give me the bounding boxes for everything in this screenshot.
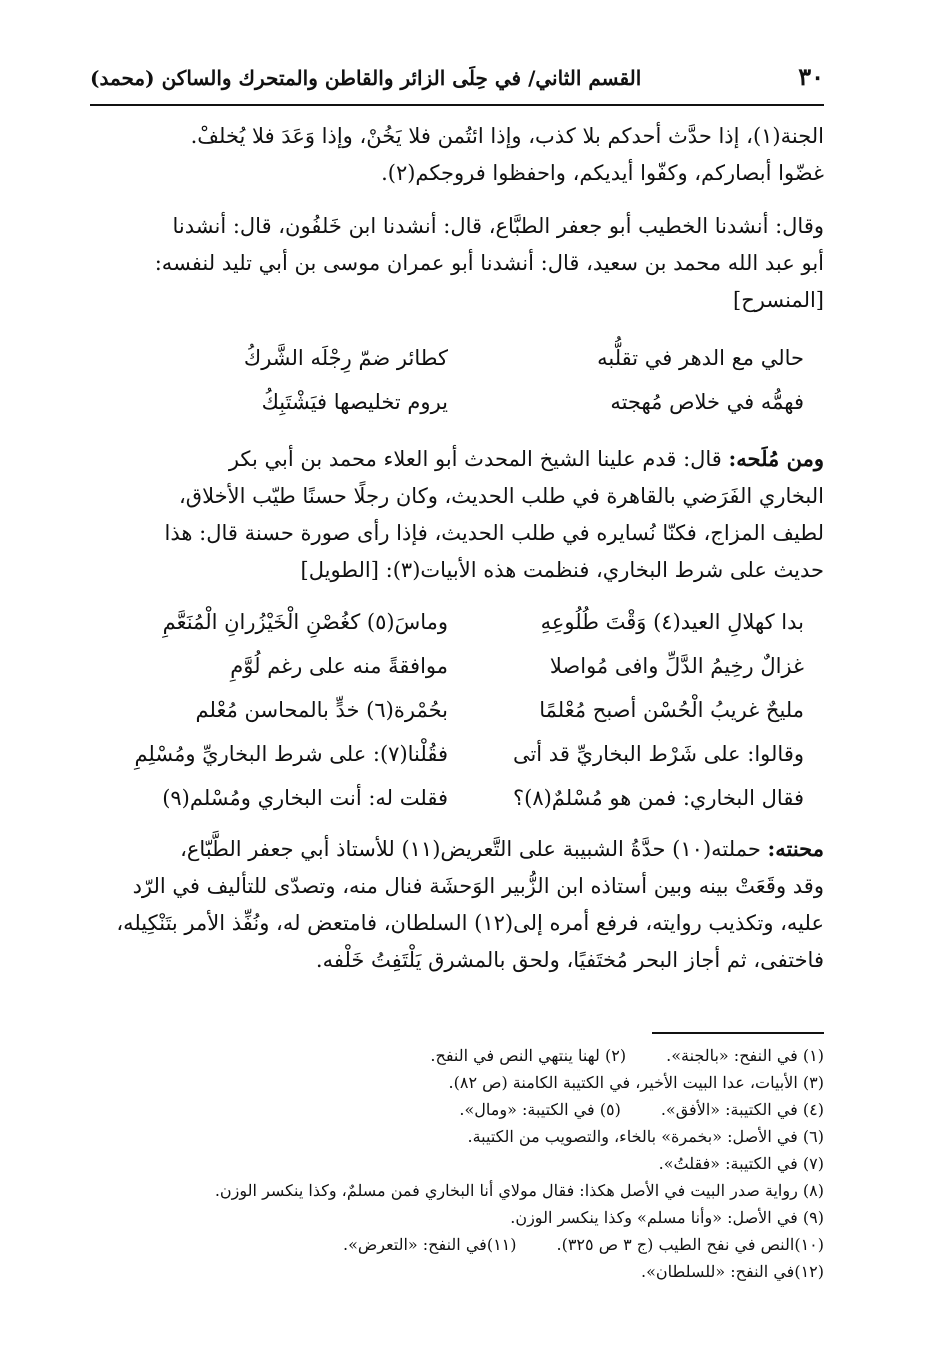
running-title: القسم الثاني/ في حِلَى الزائر والقاطن والمتحرك والساكن (محمد) [90, 66, 642, 90]
footnote-line [92, 1069, 824, 1096]
verse-second-hemistich: بحُمْرة(٦) خدٍّ بالمحاسن مُعْلم [195, 698, 448, 722]
verse-second-hemistich: فقلت له: أنت البخاري ومُسْلم(٩) [162, 786, 448, 810]
footnote-line [92, 1231, 824, 1258]
verse-first-hemistich: وقالوا: على شَرْط البخاريِّ قد أتى [512, 742, 804, 766]
text-line: الجنة(١)، إذا حدَّث أحدكم بلا كذب، وإذا ائتُمن فلا يَخُنْ، وإذا وَعَدَ فلا يُخلفْ. [190, 124, 824, 148]
footnote: (١٠)النص في نفح الطيب (ج ٣ ص ٣٢٥). [556, 1235, 824, 1254]
footnote: (١١)في النفح: «التعرض». [343, 1235, 517, 1254]
footnote: (١٢)في النفح: «للسلطان». [641, 1262, 824, 1281]
text-line: وقال: أنشدنا الخطيب أبو جعفر الطبَّاع، قال: أنشدنا ابن خَلفُون، قال: أنشدنا [172, 214, 824, 238]
verse-row [108, 380, 824, 424]
text-run: حملته(١٠) حدَّةُ الشبيبة على التَّعريض(١١) للأستاذ أبي جعفر الطَّبّاع، [180, 837, 768, 861]
verse-block-2 [108, 600, 824, 820]
footnote-line [92, 1258, 824, 1285]
verse-first-hemistich: حالي مع الدهر في تقلُّبه [597, 346, 804, 370]
verse-second-hemistich: وماسَ(٥) كغُصْنِ الْخَيْزُرانِ الْمُنَعَّمِ [162, 610, 448, 634]
verse-row [108, 600, 824, 644]
footnote: (٥) في الكتيبة: «ومال». [459, 1100, 621, 1119]
verse-row [108, 732, 824, 776]
footnote-line [92, 1204, 824, 1231]
text-line: البخاري الفَرَضي بالقاهرة في طلب الحديث، وكان رجلًا حسنًا طيّب الأخلاق، [179, 484, 824, 508]
running-header [90, 62, 824, 98]
footnote: (٤) في الكتيبة: «الأفق». [660, 1100, 824, 1119]
footnote-line [92, 1150, 824, 1177]
footnote: (٧) في الكتيبة: «فقلتُ». [658, 1154, 824, 1173]
footnote-line [92, 1123, 824, 1150]
section-label: محنته: [767, 836, 824, 861]
text-line [92, 830, 824, 868]
verse-row [108, 644, 824, 688]
verse-second-hemistich: يروم تخليصها فيَشْتَبِكُ [261, 390, 448, 414]
footnote-rule [652, 1032, 824, 1034]
footnote: (٨) رواية صدر البيت في الأصل هكذا: فقال مولاي أنا البخاري فمن مسلمٌ، وكذا ينكسر الوزن. [214, 1181, 824, 1200]
verse-second-hemistich: فقُلْنا(٧): على شرط البخاريِّ ومُسْلِمِ [134, 742, 448, 766]
footnote: (١) في النفح: «بالجنة». [666, 1046, 824, 1065]
verse-second-hemistich: كطائر ضمّ رِجْلَه الشَّركُ [243, 346, 448, 370]
page-number: ٣٠ [798, 62, 824, 91]
paragraph-3 [92, 440, 824, 589]
footnote: (٦) في الأصل: «بخمرة» بالخاء، والتصويب من الكتيبة. [467, 1127, 824, 1146]
verse-second-hemistich: موافقةً منه على رغم لُوَّمِ [230, 654, 448, 678]
text-line: وقد وقَعَتْ بينه وبين أستاذه ابن الزُّبير الوَحشَة فنال منه، وتصدّى للتأليف في الرّد [132, 874, 824, 898]
verse-first-hemistich: فهمُّه في خلاص مُهجته [610, 390, 804, 414]
text-line [92, 440, 824, 478]
footnote-line [92, 1042, 824, 1069]
section-label: ومن مُلَحه: [728, 446, 824, 471]
verse-first-hemistich: مليحٌ غريبُ الْحُسْن أصبح مُعْلمًا [539, 698, 804, 722]
verse-row [108, 776, 824, 820]
verse-first-hemistich: فقال البخاري: فمن هو مُسْلمٌ(٨)؟ [512, 786, 804, 810]
paragraph-1 [92, 118, 824, 192]
verse-block-1 [108, 336, 824, 424]
paragraph-4 [92, 830, 824, 979]
footnote-line [92, 1177, 824, 1204]
meter-label: [المنسرح] [733, 288, 824, 312]
verse-row [108, 336, 824, 380]
footnote: (٩) في الأصل: «وأنا مسلم» وكذا ينكسر الوزن. [510, 1208, 824, 1227]
text-line: أبو عبد الله محمد بن سعيد، قال: أنشدنا أبو عمران موسى بن أبي تليد لنفسه: [154, 251, 824, 275]
verse-row [108, 688, 824, 732]
text-run: قال: قدم علينا الشيخ المحدث أبو العلاء محمد بن أبي بكر [228, 447, 729, 471]
text-line: فاختفى، ثم أجاز البحر مُختَفيًا، ولحق بالمشرق يَلْتَفِتُ خَلْفه. [315, 948, 824, 972]
text-line: لطيف المزاج، فكنّا نُسايره في طلب الحديث، فإذا رأى صورة حسنة قال: هذا [164, 521, 824, 545]
footnote: (٢) لهنا ينتهي النص في النفح. [430, 1046, 627, 1065]
text-line: غضّوا أبصاركم، وكفّوا أيديكم، واحفظوا فروجكم(٢). [381, 161, 824, 185]
footnotes [92, 1042, 824, 1285]
paragraph-2 [92, 208, 824, 319]
header-rule [90, 104, 824, 106]
text-line: عليه، وتكذيب روايته، فرفع أمره إلى(١٢) السلطان، فامتعض له، ونُفِّذ الأمر بتَنْكِيله، [116, 911, 824, 935]
verse-first-hemistich: غزالٌ رخِيمُ الدَّلِّ وافى مُواصلا [549, 654, 804, 678]
footnote: (٣) الأبيات، عدا البيت الأخير، في الكتيبة الكامنة (ص ٨٢). [448, 1073, 824, 1092]
text-line: حديث على شرط البخاري، فنظمت هذه الأبيات(٣): [الطويل] [300, 558, 824, 582]
verse-first-hemistich: بدا كهلالِ العيد(٤) وَقْتَ طُلُوعِهِ [540, 610, 804, 634]
footnote-line [92, 1096, 824, 1123]
